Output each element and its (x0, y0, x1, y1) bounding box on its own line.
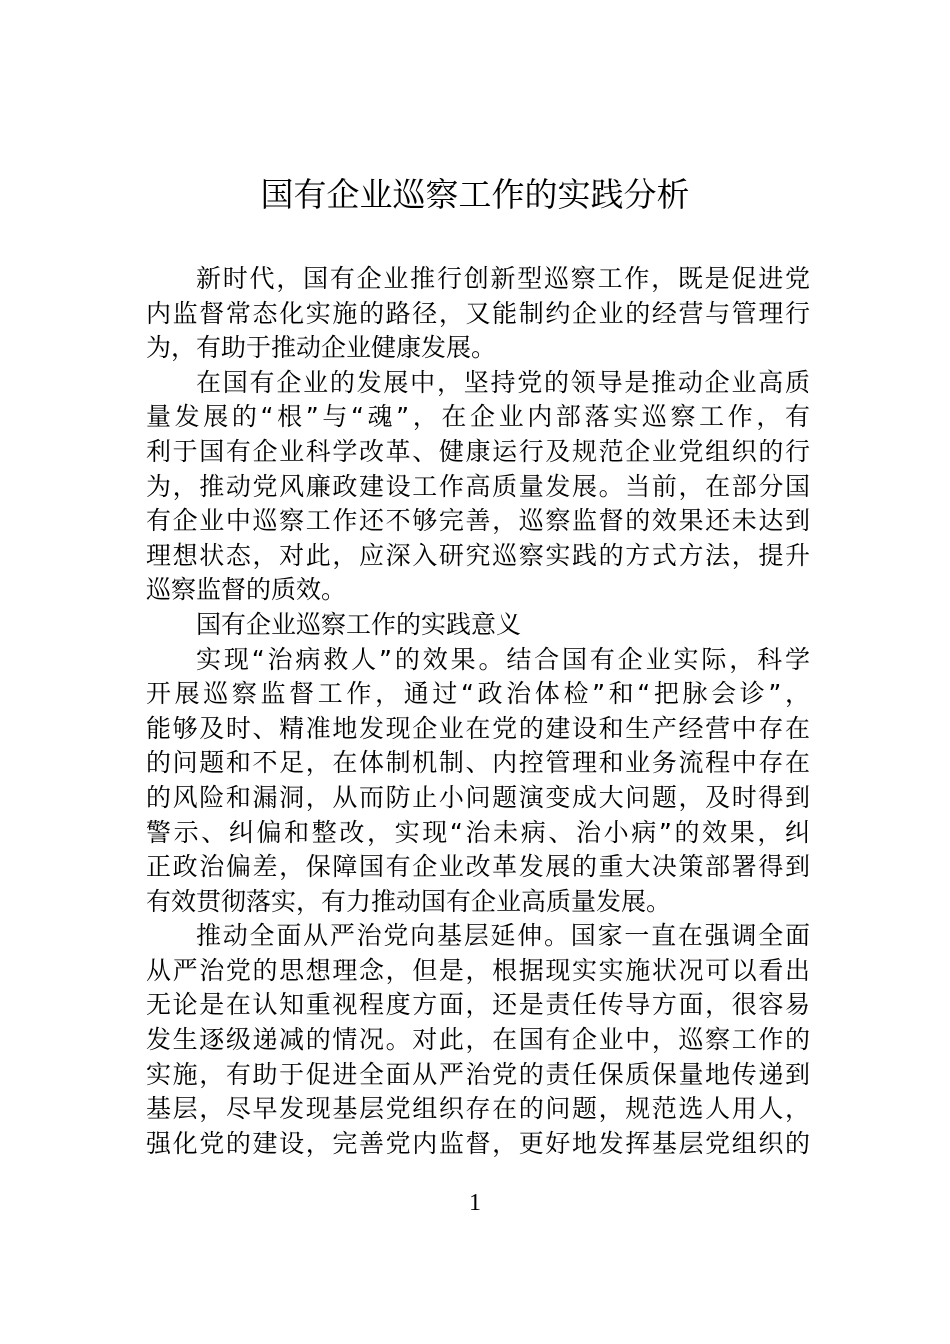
text-line: 新时代，国有企业推行创新型巡察工作，既是促进党 (196, 264, 810, 293)
text-line: 在国有企业的发展中，坚持党的领导是推动企业高质 (196, 367, 810, 397)
text-line: 警示、纠偏和整改，实现“治未病、治小病”的效果，纠 (146, 817, 810, 847)
section-heading-text: 国有企业巡察工作的实践意义 (196, 609, 522, 639)
text-line: 开展巡察监督工作，通过“政治体检”和“把脉会诊”， (146, 679, 810, 709)
text-line: 基层，尽早发现基层党组织存在的问题，规范选人用人， (146, 1094, 810, 1124)
text-line: 为，推动党风廉政建设工作高质量发展。当前，在部分国 (146, 471, 810, 501)
text-line: 为，有助于推动企业健康发展。 (146, 333, 497, 363)
text-line: 的风险和漏洞，从而防止小问题演变成大问题，及时得到 (146, 782, 810, 812)
text-line: 理想状态，对此，应深入研究巡察实践的方式方法，提升 (146, 540, 810, 570)
text-line: 从严治党的思想理念，但是，根据现实实施状况可以看出 (146, 955, 810, 985)
text-line: 推动全面从严治党向基层延伸。国家一直在强调全面 (196, 921, 810, 951)
paragraph-extend-to-grassroots (146, 919, 810, 1161)
text-line: 有企业中巡察工作还不够完善，巡察监督的效果还未达到 (146, 506, 810, 536)
section-heading (146, 608, 810, 643)
text-line: 无论是在认知重视程度方面，还是责任传导方面，很容易 (146, 990, 810, 1020)
text-line: 的问题和不足，在体制机制、内控管理和业务流程中存在 (146, 748, 810, 778)
page-number: 1 (469, 1190, 481, 1216)
document-body (146, 262, 810, 1161)
paragraph-treatment-effect (146, 643, 810, 920)
text-line: 实现“治病救人”的效果。结合国有企业实际，科学 (196, 644, 810, 674)
text-line: 实施，有助于促进全面从严治党的责任保质保量地传递到 (146, 1059, 810, 1089)
paragraph-background (146, 366, 810, 608)
text-line: 巡察监督的质效。 (146, 575, 347, 605)
text-line: 内监督常态化实施的路径，又能制约企业的经营与管理行 (146, 298, 810, 328)
paragraph-intro (146, 262, 810, 366)
text-line: 能够及时、精准地发现企业在党的建设和生产经营中存在 (146, 713, 810, 743)
text-line: 发生逐级递减的情况。对此，在国有企业中，巡察工作的 (146, 1025, 810, 1055)
text-line: 正政治偏差，保障国有企业改革发展的重大决策部署得到 (146, 852, 810, 882)
text-line: 量发展的“根”与“魂”，在企业内部落实巡察工作，有 (146, 402, 810, 432)
text-line: 有效贯彻落实，有力推动国有企业高质量发展。 (146, 886, 672, 916)
text-line: 利于国有企业科学改革、健康运行及规范企业党组织的行 (146, 436, 810, 466)
document-title: 国有企业巡察工作的实践分析 (260, 175, 690, 214)
text-line: 强化党的建设，完善党内监督，更好地发挥基层党组织的 (146, 1128, 810, 1158)
